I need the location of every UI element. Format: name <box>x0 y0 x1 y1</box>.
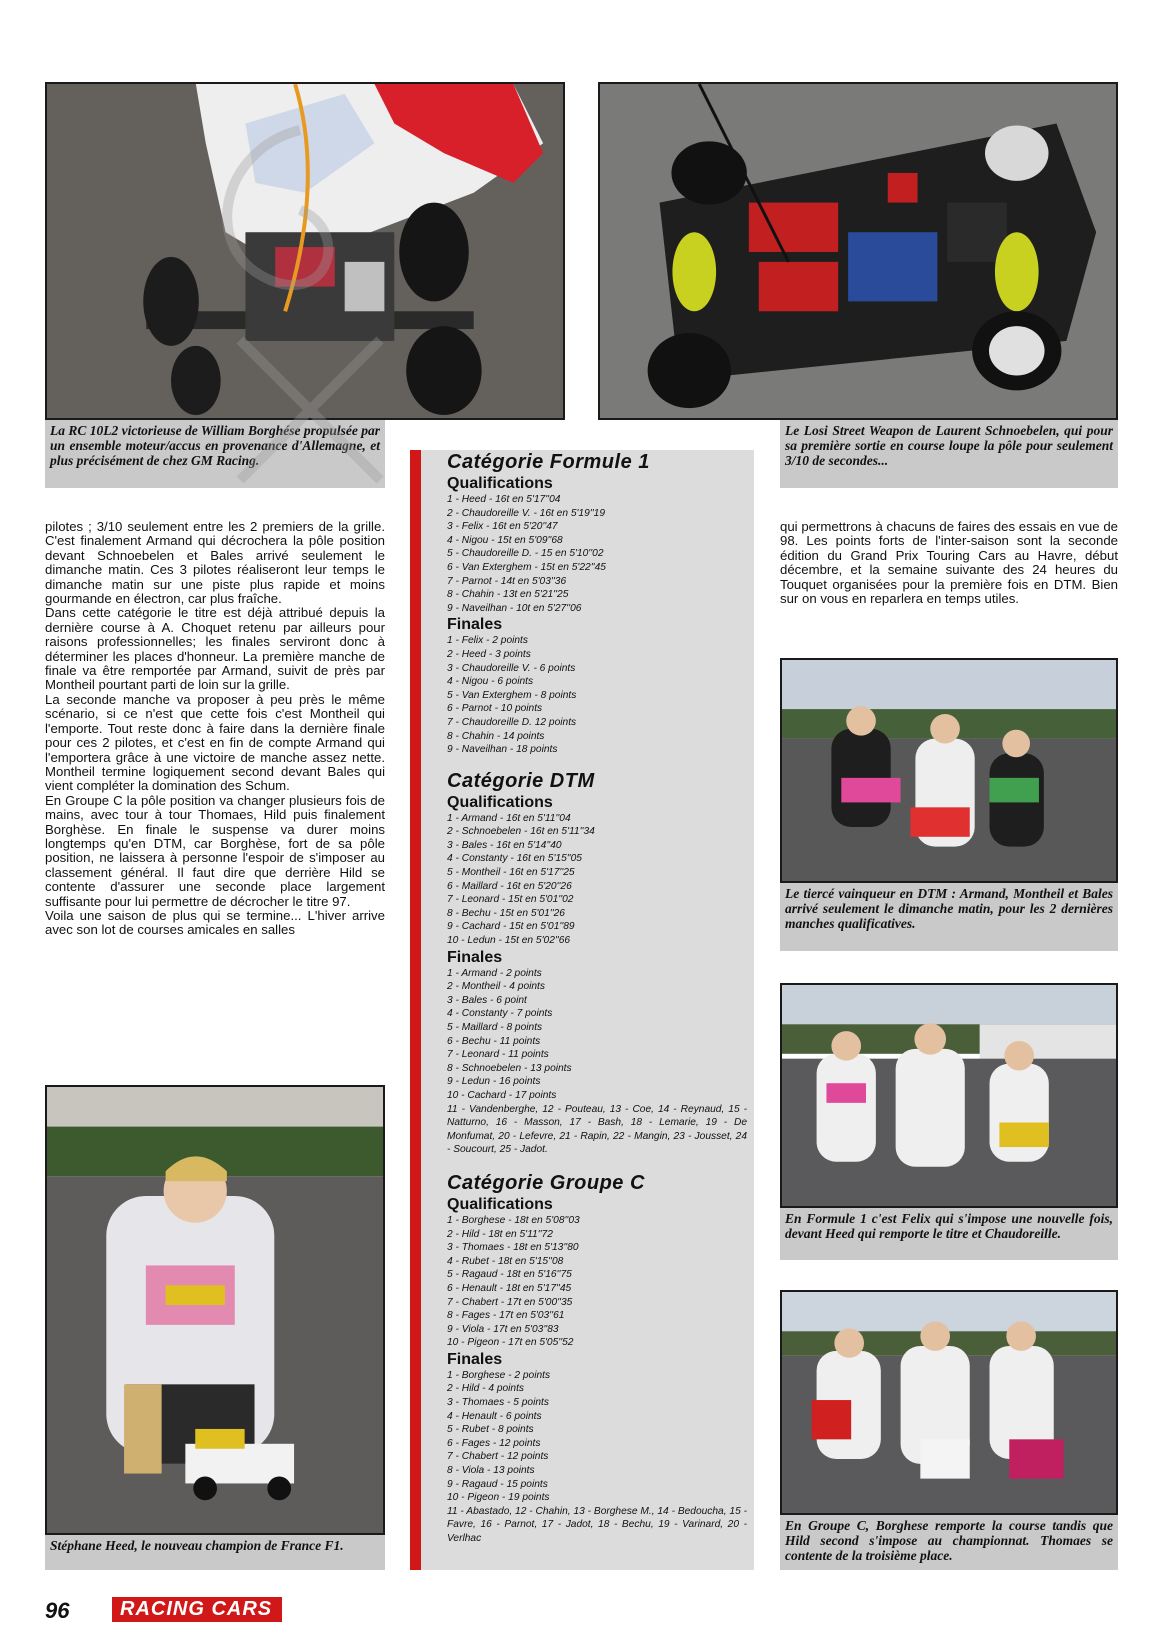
dtm-qualifications-heading: Qualifications <box>447 793 553 811</box>
caption-top-left: La RC 10L2 victorieuse de William Borghése propulsée par un ensemble moteur/accus en provenance d'Allemagne, et plus précisément de chez GM Racing. <box>45 420 385 488</box>
photo-dtm-podium <box>780 658 1118 883</box>
list-item: 8 - Fages - 17t en 5'03''61 <box>447 1310 565 1322</box>
list-item: 9 - Viola - 17t en 5'03''83 <box>447 1323 559 1335</box>
magazine-logo: RACING CARS <box>112 1597 282 1622</box>
list-item: 3 - Chaudoreille V. - 6 points <box>447 662 576 674</box>
article-paragraph: qui permettrons à chacuns de faires des essais en vue de 98. Les points forts de l'inter-saison sont la seconde édition du Grand Prix Touring Cars au Havre, début décembre, et la semaine suivante des 24 heures du Touquet organisées pour la première fois en DTM. Bien sur on vous en reparlera en temps utiles. <box>780 519 1118 607</box>
list-item: 6 - Fages - 12 points <box>447 1437 541 1449</box>
f1-qualifications-heading: Qualifications <box>447 475 553 492</box>
photo-losi-street-weapon <box>598 82 1118 420</box>
list-item: 2 - Montheil - 4 points <box>447 981 545 993</box>
caption-right-1: Le tiercé vainqueur en DTM : Armand, Montheil et Bales arrivé seulement le dimanche matin, pour les 2 dernières manches qualificatives. <box>780 883 1118 951</box>
photo-groupe-c-podium <box>780 1290 1118 1515</box>
dtm-finales-list <box>447 967 747 1103</box>
gc-finales-list <box>447 1369 747 1505</box>
list-item: 6 - Maillard - 16t en 5'20''26 <box>447 880 572 892</box>
list-item: 5 - Chaudoreille D. - 15 en 5'10''02 <box>447 548 604 560</box>
list-item: 7 - Parnot - 14t en 5'03''36 <box>447 575 567 587</box>
article-paragraph: En Groupe C la pôle position va changer plusieurs fois de mains, avec tour à tour Thomaes, Hild puis finalement Borghèse. En finale le suspense va durer moins longtemps qu'en DTM, car Borghèse, fort de sa pôle position, ne laissera à personne l'espoir de s'imposer au classement général. Il faut dire que derrière Hild se contente d'assurer une seconde place largement suffisante pour lui permettre de décrocher le titre 97. <box>45 792 385 909</box>
article-paragraph: pilotes ; 3/10 seulement entre les 2 premiers de la grille. C'est finalement Armand qui décrochera la pôle position devant Schnoebelen et Bales arrivé seulement le dimanche matin. Ces 3 pilotes réaliseront leur temps le dimanche matin sur une piste plus rapide et moins gourmande en électron, car plus fraîche. <box>45 519 385 607</box>
results-content <box>447 450 747 1546</box>
f1-qualifications-list <box>447 493 747 615</box>
list-item: 4 - Nigou - 6 points <box>447 676 534 688</box>
list-item: 3 - Thomaes - 5 points <box>447 1397 549 1409</box>
list-item: 5 - Rubet - 8 points <box>447 1424 534 1436</box>
list-item: 10 - Cachard - 17 points <box>447 1089 557 1101</box>
list-item: 6 - Van Exterghem - 15t en 5'22''45 <box>447 561 606 573</box>
dtm-qualifications-list <box>447 812 747 948</box>
list-item: 3 - Felix - 16t en 5'20''47 <box>447 521 558 533</box>
list-item: 1 - Felix - 2 points <box>447 635 528 647</box>
caption-bottom-left: Stéphane Heed, le nouveau champion de France F1. <box>45 1535 385 1570</box>
list-item: 2 - Heed - 3 points <box>447 648 531 660</box>
list-item: 4 - Constanty - 16t en 5'15''05 <box>447 853 582 865</box>
list-item: 9 - Naveilhan - 10t en 5'27''06 <box>447 602 582 614</box>
list-item: 5 - Ragaud - 18t en 5'16''75 <box>447 1269 572 1281</box>
list-item: 9 - Ragaud - 15 points <box>447 1478 548 1490</box>
list-item: 7 - Chaudoreille D. 12 points <box>447 716 577 728</box>
list-item: 5 - Montheil - 16t en 5'17''25 <box>447 867 575 879</box>
list-item: 2 - Hild - 4 points <box>447 1383 525 1395</box>
list-item: 8 - Chahin - 14 points <box>447 730 545 742</box>
article-paragraph: Voila une saison de plus qui se termine... L'hiver arrive avec son lot de courses amicales en salles <box>45 907 385 938</box>
page-number: 96 <box>45 1598 70 1623</box>
category-title-groupe-c: Catégorie Groupe C <box>447 1171 645 1194</box>
list-item: 1 - Borghese - 18t en 5'08''03 <box>447 1214 580 1226</box>
list-item: 2 - Chaudoreille V. - 16t en 5'19''19 <box>447 507 605 519</box>
gc-finales-rest: 11 - Abastado, 12 - Chahin, 13 - Borghese M., 14 - Bedoucha, 15 - Favre, 16 - Parnot, 17 - Jadot, 18 - Bechu, 19 - Varinard, 20 - Verlhac <box>447 1505 747 1544</box>
f1-finales-list <box>447 634 747 756</box>
list-item: 1 - Armand - 16t en 5'11''04 <box>447 812 571 824</box>
article-paragraph: La seconde manche va proposer à peu près le même scénario, si ce n'est que cette fois c'est Montheil qui l'emporte. Tout reste donc à faire dans la dernière finale pour ces 2 pilotes, et c'est en fin de compte Armand qui l'emportera grâce à une victoire de manche assez nette. Montheil termine logiquement second devant Bales qui vient compléter la domination des Schum. <box>45 691 385 794</box>
category-title-dtm: Catégorie DTM <box>447 769 595 792</box>
list-item: 9 - Ledun - 16 points <box>447 1076 541 1088</box>
list-item: 5 - Van Exterghem - 8 points <box>447 689 577 701</box>
list-item: 4 - Rubet - 18t en 5'15''08 <box>447 1255 564 1267</box>
list-item: 8 - Chahin - 13t en 5'21''25 <box>447 589 569 601</box>
photo-rc10l2-chassis <box>45 82 565 420</box>
list-item: 6 - Parnot - 10 points <box>447 703 543 715</box>
f1-finales-heading: Finales <box>447 616 503 634</box>
results-panel-accent-bar <box>410 450 421 1570</box>
list-item: 8 - Bechu - 15t en 5'01''26 <box>447 907 565 919</box>
photo-f1-podium <box>780 983 1118 1208</box>
list-item: 1 - Armand - 2 points <box>447 967 542 979</box>
list-item: 4 - Nigou - 15t en 5'09''68 <box>447 534 563 546</box>
article-left-column <box>45 520 385 938</box>
list-item: 1 - Heed - 16t en 5'17''04 <box>447 494 561 505</box>
dtm-finales-heading: Finales <box>447 948 503 966</box>
list-item: 8 - Viola - 13 points <box>447 1465 535 1477</box>
list-item: 7 - Chabert - 12 points <box>447 1451 549 1463</box>
list-item: 7 - Leonard - 15t en 5'01''02 <box>447 894 574 906</box>
list-item: 3 - Bales - 16t en 5'14''40 <box>447 839 562 851</box>
gc-qualifications-list <box>447 1214 747 1350</box>
list-item: 5 - Maillard - 8 points <box>447 1022 543 1033</box>
article-paragraph: Dans cette catégorie le titre est déjà attribué depuis la dernière course à A. Choquet retenu par ailleurs pour raisons professionnelles; les finales serviront donc à déterminer les places d'honneur. La première manche de finale va être remportée par Armand, suivit de près par Montheil pourtant parti de loin sur la grille. <box>45 605 385 693</box>
category-title-f1: Catégorie Formule 1 <box>447 451 650 473</box>
list-item: 1 - Borghese - 2 points <box>447 1369 551 1381</box>
dtm-finales-rest: 11 - Vandenberghe, 12 - Pouteau, 13 - Coe, 14 - Reynaud, 15 - Natturno, 16 - Masson, 17 - Bash, 18 - Lemarie, 19 - De Monfumat, 20 - Lefevre, 21 - Rapin, 22 - Mangin, 23 - Jousset, 24 - Soucourt, 25 - Jadot. <box>447 1103 747 1156</box>
photo-stephane-heed <box>45 1085 385 1535</box>
article-right-column <box>780 520 1118 606</box>
caption-top-right: Le Losi Street Weapon de Laurent Schnoebelen, qui pour sa première sortie en course loupe la pôle pour seulement 3/10 de secondes... <box>780 420 1118 488</box>
list-item: 3 - Thomaes - 18t en 5'13''80 <box>447 1242 579 1254</box>
list-item: 7 - Chabert - 17t en 5'00''35 <box>447 1296 573 1308</box>
list-item: 2 - Schnoebelen - 16t en 5'11''34 <box>447 826 595 838</box>
gc-qualifications-heading: Qualifications <box>447 1195 553 1213</box>
list-item: 3 - Bales - 6 point <box>447 994 527 1006</box>
caption-right-3: En Groupe C, Borghese remporte la course tandis que Hild second s'impose au championnat. Thomaes se contente de la troisième place. <box>780 1515 1118 1570</box>
list-item: 8 - Schnoebelen - 13 points <box>447 1062 572 1074</box>
list-item: 9 - Cachard - 15t en 5'01''89 <box>447 921 575 933</box>
list-item: 9 - Naveilhan - 18 points <box>447 744 558 756</box>
list-item: 2 - Hild - 18t en 5'11''72 <box>447 1228 553 1240</box>
list-item: 4 - Constanty - 7 points <box>447 1008 553 1020</box>
list-item: 6 - Bechu - 11 points <box>447 1035 541 1047</box>
list-item: 6 - Henault - 18t en 5'17''45 <box>447 1282 572 1294</box>
list-item: 10 - Ledun - 15t en 5'02''66 <box>447 935 571 947</box>
list-item: 10 - Pigeon - 19 points <box>447 1492 550 1504</box>
caption-right-2: En Formule 1 c'est Felix qui s'impose une nouvelle fois, devant Heed qui remporte le titre et Chaudoreille. <box>780 1208 1118 1260</box>
list-item: 10 - Pigeon - 17t en 5'05''52 <box>447 1337 574 1349</box>
gc-finales-heading: Finales <box>447 1350 503 1368</box>
list-item: 7 - Leonard - 11 points <box>447 1049 549 1061</box>
list-item: 4 - Henault - 6 points <box>447 1410 542 1422</box>
